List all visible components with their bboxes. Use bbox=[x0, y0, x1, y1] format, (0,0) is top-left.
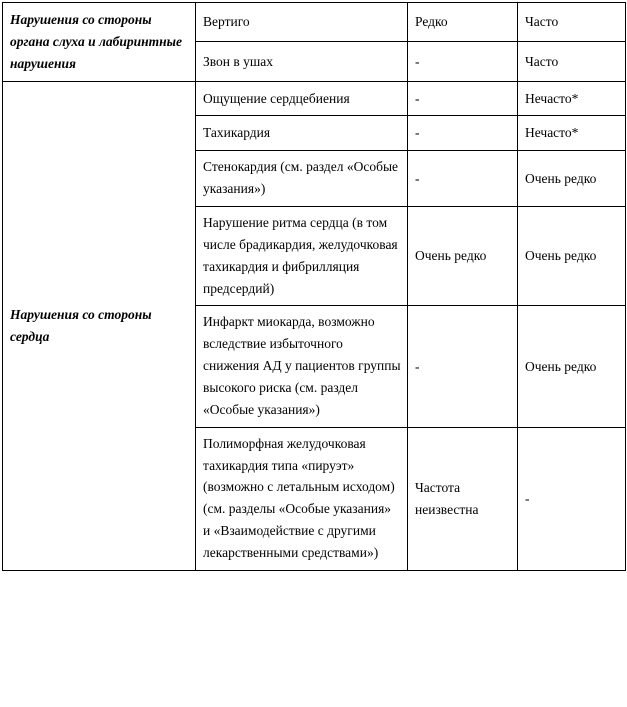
system-organ-class-cell: Нарушения со стороны сердца bbox=[3, 81, 196, 570]
frequency-cell-2: Часто bbox=[518, 3, 626, 42]
adverse-reaction-cell: Ощущение сердцебиения bbox=[196, 81, 408, 116]
frequency-cell-1: Частота неизвестна bbox=[408, 427, 518, 570]
adverse-reaction-cell: Тахикардия bbox=[196, 116, 408, 151]
frequency-cell-2: Очень редко bbox=[518, 306, 626, 427]
adverse-reaction-cell: Вертиго bbox=[196, 3, 408, 42]
table-row bbox=[3, 81, 626, 116]
adverse-reaction-cell: Стенокардия (см. раздел «Особые указания») bbox=[196, 151, 408, 207]
adverse-reactions-table bbox=[2, 2, 626, 571]
frequency-cell-1: Очень редко bbox=[408, 207, 518, 306]
adverse-reaction-cell: Полиморфная желудочковая тахикардия типа «пируэт» (возможно с летальным исходом) (см. разделы «Особые указания» и «Взаимодействие с другими лекарственными средствами») bbox=[196, 427, 408, 570]
table-row bbox=[3, 3, 626, 42]
adverse-reaction-cell: Звон в ушах bbox=[196, 42, 408, 81]
frequency-cell-2: - bbox=[518, 427, 626, 570]
frequency-cell-2: Нечасто* bbox=[518, 81, 626, 116]
frequency-cell-1: - bbox=[408, 151, 518, 207]
frequency-cell-2: Нечасто* bbox=[518, 116, 626, 151]
adverse-reaction-cell: Инфаркт миокарда, возможно вследствие избыточного снижения АД у пациентов группы высокого риска (см. раздел «Особые указания») bbox=[196, 306, 408, 427]
frequency-cell-2: Очень редко bbox=[518, 207, 626, 306]
system-organ-class-cell: Нарушения со стороны органа слуха и лабиринтные нарушения bbox=[3, 3, 196, 82]
frequency-cell-1: - bbox=[408, 116, 518, 151]
frequency-cell-1: - bbox=[408, 306, 518, 427]
frequency-cell-2: Часто bbox=[518, 42, 626, 81]
frequency-cell-1: - bbox=[408, 81, 518, 116]
frequency-cell-1: Редко bbox=[408, 3, 518, 42]
frequency-cell-1: - bbox=[408, 42, 518, 81]
adverse-reaction-cell: Нарушение ритма сердца (в том числе брадикардия, желудочковая тахикардия и фибрилляция предсердий) bbox=[196, 207, 408, 306]
frequency-cell-2: Очень редко bbox=[518, 151, 626, 207]
